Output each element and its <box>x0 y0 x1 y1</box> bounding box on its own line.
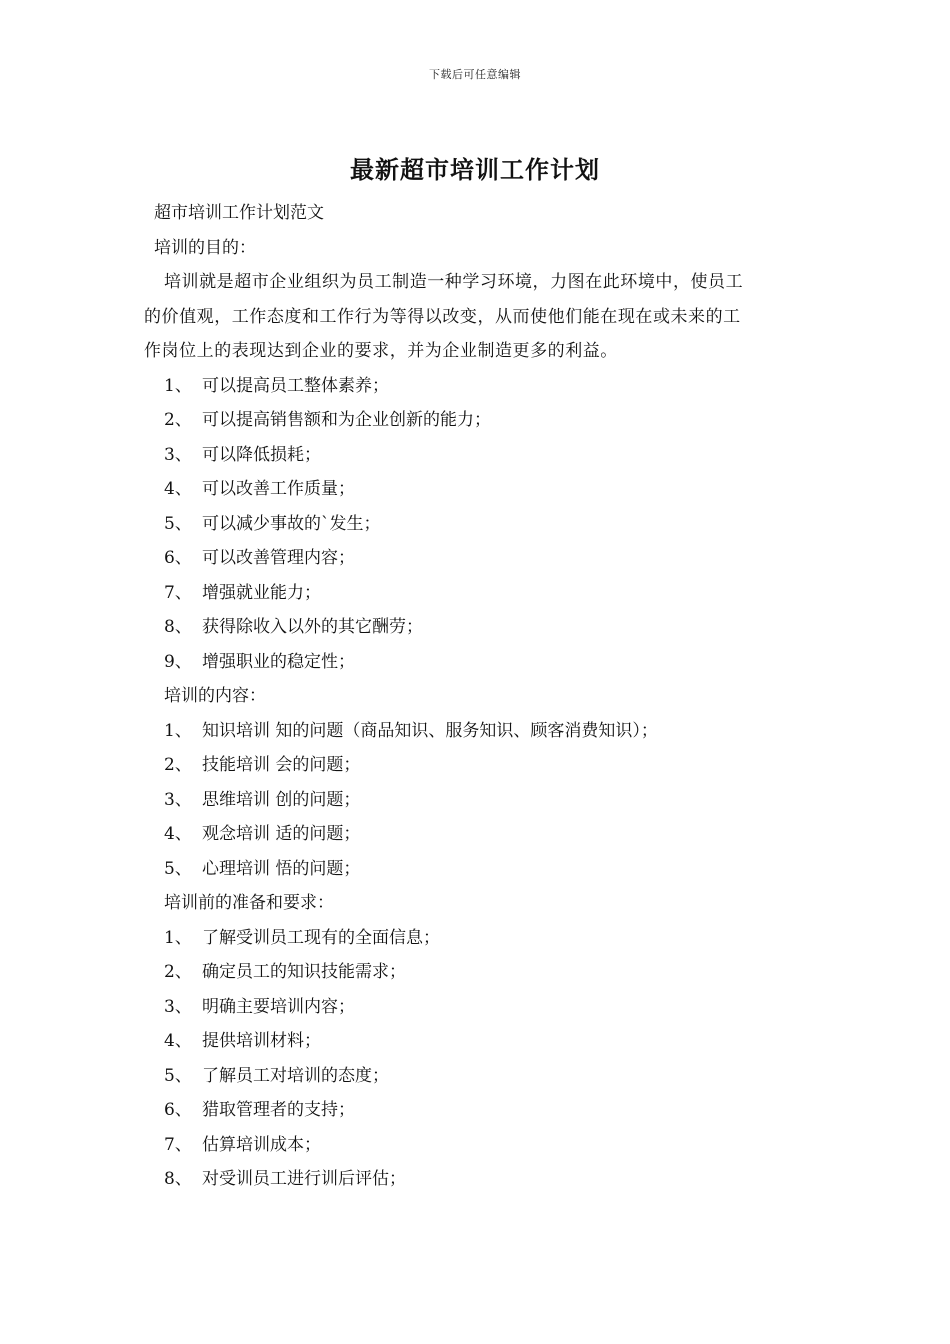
document-title: 最新超市培训工作计划 <box>350 155 600 184</box>
list-item-number: 5、 <box>164 513 192 534</box>
list-item <box>144 472 814 507</box>
list-item-text: 思维培训 创的问题； <box>202 789 361 810</box>
list-item-text: 增强职业的稳定性； <box>202 651 355 672</box>
purpose-list <box>144 369 814 680</box>
list-item-text: 观念培训 适的问题； <box>202 824 361 844</box>
list-item <box>144 921 814 956</box>
list-item-text: 估算培训成本； <box>202 1134 321 1155</box>
list-item-number: 7、 <box>164 582 192 603</box>
list-item-text: 了解员工对培训的态度； <box>202 1065 389 1086</box>
list-item-text: 可以减少事故的`发生； <box>202 513 381 534</box>
list-item-number: 6、 <box>164 548 192 568</box>
list-item-number: 2、 <box>164 410 192 430</box>
list-item <box>144 714 814 749</box>
list-item <box>144 438 814 473</box>
list-item-text: 可以提高销售额和为企业创新的能力； <box>202 410 491 430</box>
list-item <box>144 1128 814 1163</box>
list-item <box>144 576 814 611</box>
list-item-text: 提供培训材料； <box>202 1031 321 1051</box>
list-item-number: 8、 <box>164 617 192 637</box>
list-item-number: 4、 <box>164 824 192 844</box>
list-item-text: 确定员工的知识技能需求； <box>202 962 406 982</box>
list-item <box>144 507 814 542</box>
list-item <box>144 541 814 576</box>
list-item <box>144 1093 814 1128</box>
list-item-number: 3、 <box>164 789 192 810</box>
list-item <box>144 817 814 852</box>
prep-heading: 培训前的准备和要求： <box>164 893 334 913</box>
list-item-text: 心理培训 悟的问题； <box>202 858 361 879</box>
list-item-number: 3、 <box>164 996 192 1017</box>
list-item-number: 7、 <box>164 1134 192 1155</box>
paragraph-line: 培训就是超市企业组织为员工制造一种学习环境，力图在此环境中，使员工 <box>164 272 744 292</box>
paragraph-line: 的价值观，工作态度和工作行为等得以改变，从而使他们能在现在或未来的工 <box>144 306 741 327</box>
list-item <box>144 783 814 818</box>
list-item <box>144 748 814 783</box>
list-item-text: 可以改善工作质量； <box>202 479 355 499</box>
list-item-number: 5、 <box>164 858 192 879</box>
list-item <box>144 403 814 438</box>
list-item-text: 增强就业能力； <box>202 582 321 603</box>
list-item <box>144 955 814 990</box>
list-item-text: 猎取管理者的支持； <box>202 1100 355 1120</box>
list-item-text: 了解受训员工现有的全面信息； <box>202 927 440 948</box>
list-item-text: 可以降低损耗； <box>202 444 321 465</box>
content-heading: 培训的内容： <box>164 686 266 706</box>
list-item <box>144 645 814 680</box>
list-item <box>144 852 814 887</box>
list-item-text: 对受训员工进行训后评估； <box>202 1169 406 1189</box>
list-item-text: 获得除收入以外的其它酬劳； <box>202 617 423 637</box>
list-item-text: 技能培训 会的问题； <box>202 755 361 775</box>
list-item <box>144 1024 814 1059</box>
content-list <box>144 714 814 887</box>
list-item <box>144 1162 814 1197</box>
prep-list <box>144 921 814 1197</box>
list-item-number: 1、 <box>164 720 192 741</box>
list-item-number: 6、 <box>164 1100 192 1120</box>
list-item <box>144 610 814 645</box>
list-item <box>144 990 814 1025</box>
list-item-number: 9、 <box>164 651 192 672</box>
list-item-number: 4、 <box>164 1031 192 1051</box>
list-item-text: 明确主要培训内容； <box>202 996 355 1017</box>
list-item-number: 4、 <box>164 479 192 499</box>
list-item-text: 可以改善管理内容； <box>202 548 355 568</box>
paragraph-line: 作岗位上的表现达到企业的要求，并为企业制造更多的利益。 <box>144 341 618 361</box>
list-item-number: 8、 <box>164 1169 192 1189</box>
list-item-number: 2、 <box>164 962 192 982</box>
list-item-number: 3、 <box>164 444 192 465</box>
list-item-number: 2、 <box>164 755 192 775</box>
list-item-number: 1、 <box>164 375 192 396</box>
purpose-heading: 培训的目的： <box>154 237 256 258</box>
header-note: 下载后可任意编辑 <box>429 68 521 81</box>
list-item <box>144 1059 814 1094</box>
list-item-text: 可以提高员工整体素养； <box>202 375 389 396</box>
list-item-number: 5、 <box>164 1065 192 1086</box>
list-item-number: 1、 <box>164 927 192 948</box>
list-item-text: 知识培训 知的问题（商品知识、服务知识、顾客消费知识）； <box>202 720 658 741</box>
document-subtitle: 超市培训工作计划范文 <box>154 203 324 223</box>
list-item <box>144 369 814 404</box>
purpose-paragraph <box>144 265 814 369</box>
document-body <box>144 196 814 1197</box>
